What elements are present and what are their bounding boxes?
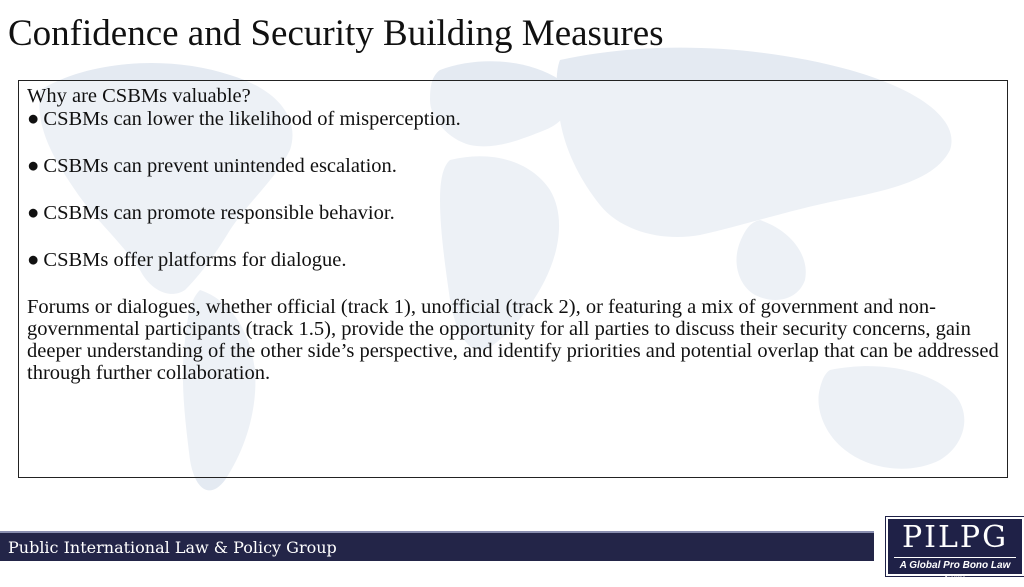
- bullet-dot-icon: ●: [27, 108, 40, 130]
- bullet-item: [27, 202, 999, 225]
- box-heading: Why are CSBMs valuable?: [27, 85, 251, 107]
- bullet-item: [27, 249, 999, 272]
- bullet-text: CSBMs can prevent unintended escalation.: [43, 155, 397, 177]
- content-box: [18, 80, 1008, 478]
- logo-divider: [894, 557, 1016, 558]
- bullet-text: CSBMs offer platforms for dialogue.: [43, 249, 347, 271]
- bullet-item: [27, 108, 999, 131]
- bullet-dot-icon: ●: [27, 155, 40, 177]
- bullet-list: [27, 108, 999, 272]
- bullet-dot-icon: ●: [27, 202, 40, 224]
- forums-paragraph: Forums or dialogues, whether official (track 1), unofficial (track 2), or featuring a mix of government and non-governmental participants (track 1.5), provide the opportunity for all parties to discuss their security concerns, gain deeper understanding of the other side’s perspective, and identify priorities and potential overlap that can be addressed through further collaboration.: [27, 296, 999, 384]
- bullet-text: CSBMs can promote responsible behavior.: [43, 202, 395, 224]
- bullet-dot-icon: ●: [27, 249, 40, 271]
- logo-tagline: A Global Pro Bono Law Firm: [899, 560, 1011, 585]
- footer-organization-name: Public International Law & Policy Group: [8, 538, 337, 557]
- slide-title: Confidence and Security Building Measures: [8, 13, 664, 54]
- footer-bar: [0, 531, 874, 561]
- pilpg-logo: [886, 517, 1024, 585]
- bullet-text: CSBMs can lower the likelihood of misperception.: [43, 108, 461, 130]
- logo-wordmark: PILPG: [901, 520, 1009, 555]
- bullet-item: [27, 155, 999, 178]
